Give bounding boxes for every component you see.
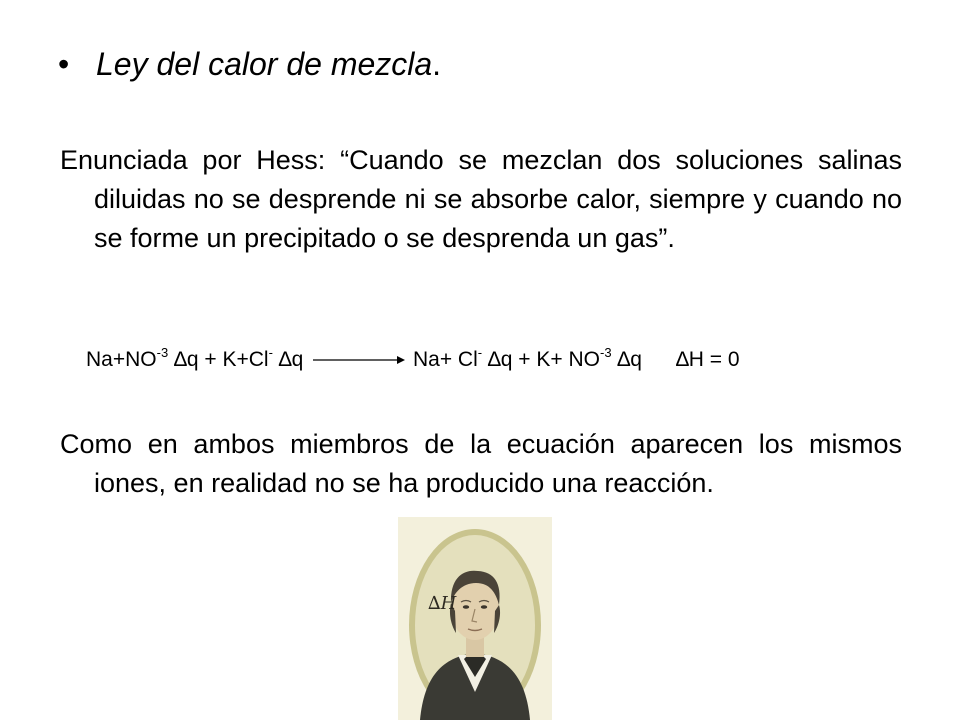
- eq-reactant-1: Na+NO: [86, 348, 157, 371]
- eq-reactant-3: ∆q: [272, 348, 304, 371]
- eq-enthalpy: ∆H = 0: [675, 348, 740, 371]
- conclusion-paragraph: Como en ambos miembros de la ecuación aparecen los mismos iones, en realidad no se ha producido una reacción.: [60, 429, 902, 498]
- bullet-symbol: •: [58, 46, 70, 82]
- hess-statement-paragraph: Enunciada por Hess: “Cuando se mezclan dos soluciones salinas diluidas no se desprende ni se absorbe calor, siempre y cuando no se forme un precipitado o se desprenda un gas”.: [60, 145, 902, 253]
- hess-portrait-image: [398, 517, 552, 720]
- eq-superscript: -: [268, 345, 273, 360]
- heading-title: Ley del calor de mezcla: [96, 46, 433, 82]
- reaction-arrow-icon: [313, 354, 405, 366]
- eq-superscript: -3: [156, 345, 169, 360]
- eq-product-1: Na+ Cl: [407, 348, 478, 371]
- eq-product-3: ∆q: [611, 348, 642, 371]
- eq-reactant-2: ∆q + K+Cl: [168, 348, 269, 371]
- chemical-equation: [86, 345, 740, 375]
- eq-superscript: -3: [600, 345, 612, 360]
- eq-product-2: ∆q + K+ NO: [482, 348, 600, 371]
- heading-period: .: [432, 46, 442, 82]
- bullet-heading: [58, 44, 441, 84]
- eq-superscript: -: [477, 345, 483, 360]
- svg-text:∆H: ∆H: [428, 593, 457, 614]
